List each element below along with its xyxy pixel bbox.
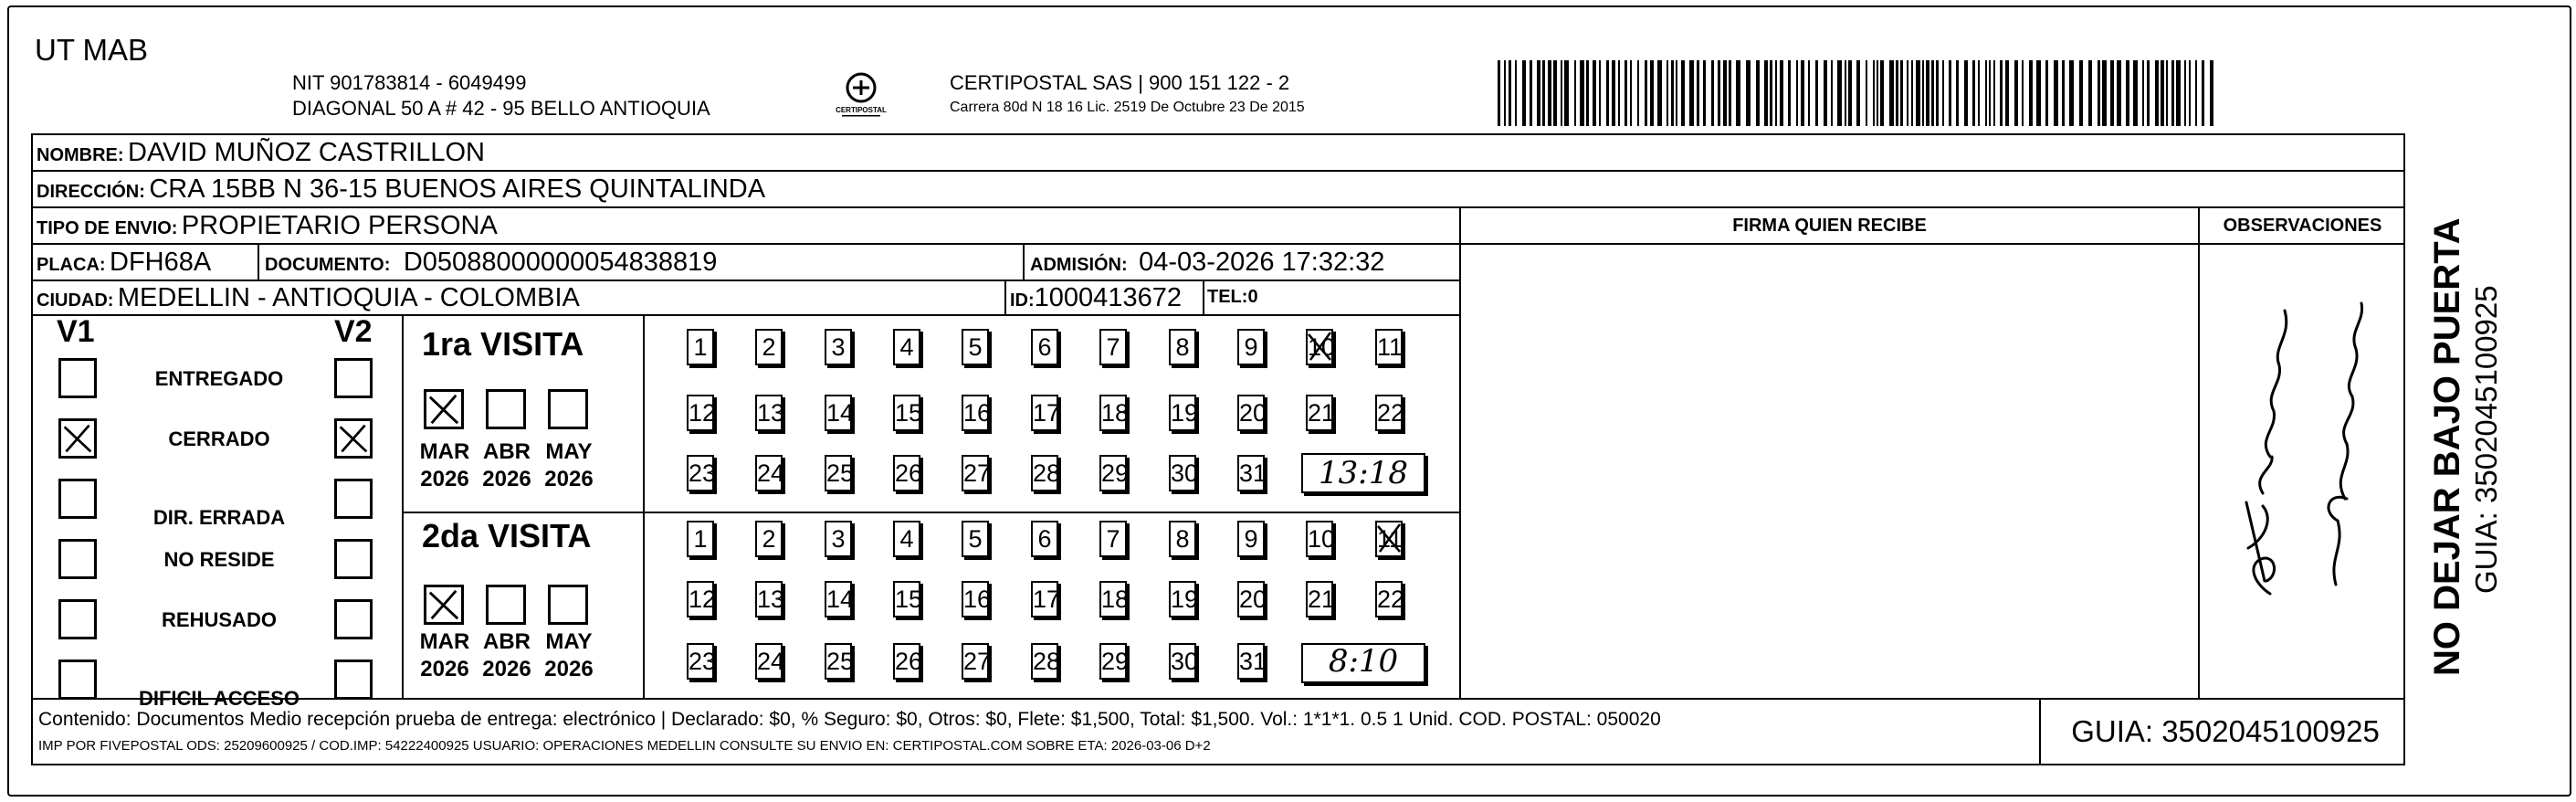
barcode-bar bbox=[1866, 60, 1867, 126]
month-label: MAR bbox=[419, 439, 470, 464]
nombre-label: NOMBRE: bbox=[37, 145, 124, 165]
barcode-bar bbox=[1697, 60, 1699, 126]
day-box[interactable]: 12 bbox=[687, 581, 714, 617]
barcode-bar bbox=[2045, 60, 2048, 126]
barcode-bar bbox=[1542, 60, 1545, 126]
day-box[interactable]: 12 bbox=[687, 395, 714, 431]
day-box[interactable]: 11 bbox=[1375, 329, 1403, 365]
barcode-bar bbox=[1593, 60, 1596, 126]
tipo-value: PROPIETARIO PERSONA bbox=[181, 211, 498, 240]
barcode-bar bbox=[2147, 60, 2150, 126]
barcode-bar bbox=[1775, 60, 1777, 126]
barcode-bar bbox=[1564, 60, 1569, 126]
v2-checkbox[interactable] bbox=[334, 599, 373, 639]
footer-guia: GUIA: 3502045100925 bbox=[2071, 714, 2380, 748]
ciudad-value: MEDELLIN - ANTIOQUIA - COLOMBIA bbox=[117, 283, 580, 312]
day-box[interactable]: 27 bbox=[962, 643, 989, 680]
barcode-bar bbox=[1553, 60, 1557, 126]
documento-field bbox=[265, 248, 717, 278]
barcode-bar bbox=[1978, 60, 1980, 126]
barcode-bar bbox=[1537, 60, 1540, 126]
barcode-bar bbox=[2014, 60, 2018, 126]
day-box[interactable]: 22 bbox=[1375, 395, 1403, 431]
barcode-bar bbox=[2126, 60, 2129, 126]
v1-checkbox[interactable] bbox=[58, 599, 97, 639]
status-label: DIFICIL ACCESO bbox=[138, 687, 300, 710]
barcode-bar bbox=[2079, 60, 2083, 126]
barcode-bar bbox=[2166, 60, 2168, 126]
barcode-bar bbox=[1574, 60, 1576, 126]
day-box[interactable]: 9 bbox=[1237, 521, 1265, 557]
day-box[interactable]: 17 bbox=[1031, 581, 1058, 617]
day-box[interactable]: 13 bbox=[755, 581, 783, 617]
status-label: ENTREGADO bbox=[154, 367, 284, 390]
barcode-bar bbox=[1764, 60, 1768, 126]
day-box[interactable]: 8 bbox=[1169, 521, 1196, 557]
nombre-row bbox=[37, 138, 485, 168]
barcode-bar bbox=[2210, 60, 2213, 126]
day-box[interactable]: 31 bbox=[1237, 455, 1265, 491]
tel-value: 0 bbox=[1247, 287, 1258, 307]
day-box[interactable]: 5 bbox=[962, 521, 989, 557]
barcode-bar bbox=[1837, 60, 1842, 126]
documento-label: DOCUMENTO: bbox=[265, 255, 391, 275]
month-label: MAR bbox=[419, 629, 470, 654]
v1-checkbox[interactable] bbox=[58, 479, 97, 519]
day-box[interactable]: 25 bbox=[825, 643, 852, 680]
month-checkbox-mar[interactable] bbox=[424, 585, 464, 625]
barcode-bar bbox=[1676, 60, 1677, 126]
month-checkbox-may[interactable] bbox=[548, 585, 588, 625]
admision-field bbox=[1030, 248, 1384, 278]
tel-label: TEL: bbox=[1207, 287, 1248, 307]
year-label: 2026 bbox=[482, 467, 531, 491]
month-label: ABR bbox=[483, 439, 531, 464]
day-box[interactable]: 18 bbox=[1099, 395, 1127, 431]
barcode-bar bbox=[1936, 60, 1939, 126]
barcode-bar bbox=[1931, 60, 1934, 126]
barcode-bar bbox=[1964, 60, 1968, 126]
svg-text:CERTIPOSTAL: CERTIPOSTAL bbox=[836, 106, 887, 114]
day-box[interactable]: 24 bbox=[755, 455, 783, 491]
day-box[interactable]: 3 bbox=[825, 329, 852, 365]
visit1-time: 13:18 bbox=[1319, 455, 1408, 491]
day-box[interactable]: 3 bbox=[825, 521, 852, 557]
direccion-row bbox=[37, 174, 765, 205]
barcode-bar bbox=[1815, 60, 1818, 126]
barcode-bar bbox=[2036, 60, 2041, 126]
v2-checkbox[interactable] bbox=[334, 539, 373, 579]
day-box[interactable]: 5 bbox=[962, 329, 989, 365]
firma-header: FIRMA QUIEN RECIBE bbox=[1732, 216, 1927, 236]
year-label: 2026 bbox=[420, 467, 469, 491]
day-box[interactable]: 26 bbox=[893, 643, 920, 680]
barcode-bar bbox=[1580, 60, 1584, 126]
day-box[interactable]: 2 bbox=[755, 329, 783, 365]
barcode-bar bbox=[1667, 60, 1668, 126]
barcode-bar bbox=[2184, 60, 2186, 126]
day-box[interactable]: 6 bbox=[1031, 521, 1058, 557]
barcode-bar bbox=[1780, 60, 1783, 126]
id-field bbox=[1010, 283, 1182, 313]
v1-checkbox[interactable] bbox=[58, 539, 97, 579]
v1-checkbox[interactable] bbox=[58, 418, 97, 459]
barcode-bar bbox=[2005, 60, 2009, 126]
barcode-bar bbox=[1907, 60, 1908, 126]
barcode-bar bbox=[1630, 60, 1632, 126]
barcode-bar bbox=[1637, 60, 1639, 126]
barcode-bar bbox=[1916, 60, 1920, 126]
day-box[interactable]: 9 bbox=[1237, 329, 1265, 365]
barcode-bar bbox=[1801, 60, 1804, 126]
status-label: NO RESIDE bbox=[163, 548, 275, 571]
v2-checkbox[interactable] bbox=[334, 418, 373, 459]
day-box[interactable]: 1 bbox=[687, 521, 714, 557]
v2-header: V2 bbox=[334, 314, 373, 349]
barcode-bar bbox=[1989, 60, 1991, 126]
no-dejar-bajo-puerta: NO DEJAR BAJO PUERTA bbox=[2427, 217, 2467, 676]
barcode-bar bbox=[1561, 60, 1562, 126]
day-box[interactable]: 19 bbox=[1169, 395, 1196, 431]
company-address: DIAGONAL 50 A # 42 - 95 BELLO ANTIOQUIA bbox=[292, 97, 710, 120]
barcode-bar bbox=[1848, 60, 1852, 126]
direccion-label: DIRECCIÓN: bbox=[37, 182, 145, 202]
carrier-name: CERTIPOSTAL SAS | 900 151 122 - 2 bbox=[950, 71, 1290, 94]
day-box[interactable]: 4 bbox=[893, 521, 920, 557]
year-label: 2026 bbox=[420, 657, 469, 681]
day-box[interactable]: 31 bbox=[1237, 643, 1265, 680]
barcode-bar bbox=[1681, 60, 1685, 126]
barcode-bar bbox=[1586, 60, 1589, 126]
barcode-bar bbox=[2102, 60, 2107, 126]
barcode-bar bbox=[1911, 60, 1913, 126]
barcode-bar bbox=[1756, 60, 1760, 126]
v2-checkbox[interactable] bbox=[334, 358, 373, 398]
day-box[interactable]: 7 bbox=[1099, 521, 1127, 557]
barcode-bar bbox=[1845, 60, 1846, 126]
barcode-bar bbox=[1896, 60, 1898, 126]
day-box[interactable]: 20 bbox=[1237, 581, 1265, 617]
tipo-row bbox=[37, 211, 498, 241]
barcode-bar bbox=[2022, 60, 2024, 126]
day-box[interactable]: 14 bbox=[825, 395, 852, 431]
barcode-bar bbox=[1736, 60, 1740, 126]
day-box[interactable]: 15 bbox=[893, 581, 920, 617]
placa-label: PLACA: bbox=[37, 255, 106, 275]
admision-value: 04-03-2026 17:32:32 bbox=[1139, 248, 1385, 277]
day-box[interactable]: 21 bbox=[1306, 581, 1333, 617]
tel-field bbox=[1207, 287, 1258, 308]
year-label: 2026 bbox=[544, 467, 594, 491]
barcode-bar bbox=[1650, 60, 1654, 126]
day-box[interactable]: 2 bbox=[755, 521, 783, 557]
barcode-bar bbox=[2171, 60, 2174, 126]
barcode-bar bbox=[1548, 60, 1551, 126]
footer-content: Contenido: Documentos Medio recepción prueba de entrega: electrónico | Declarado: $0, % Seguro: $0, Otros: $0, Flete: $1,500, Total: $1,500. Vol.: 1*1*1. 0.5 1 Unid. COD. POSTAL: 050020 bbox=[38, 709, 1661, 730]
month-label: MAY bbox=[545, 439, 593, 464]
barcode-bar bbox=[1956, 60, 1959, 126]
barcode-bar bbox=[1880, 60, 1884, 126]
barcode-bar bbox=[1922, 60, 1924, 126]
day-box[interactable]: 19 bbox=[1169, 581, 1196, 617]
month-label: MAY bbox=[545, 629, 593, 654]
observation-handwriting bbox=[2219, 274, 2392, 621]
barcode-bar bbox=[2110, 60, 2114, 126]
barcode-bar bbox=[1949, 60, 1951, 126]
barcode-bar bbox=[1729, 60, 1731, 126]
barcode-bar bbox=[1624, 60, 1627, 126]
day-box[interactable]: 7 bbox=[1099, 329, 1127, 365]
day-box[interactable]: 16 bbox=[962, 395, 989, 431]
tipo-label: TIPO DE ENVIO: bbox=[37, 218, 178, 238]
barcode-bar bbox=[1985, 60, 1987, 126]
day-box[interactable]: 15 bbox=[893, 395, 920, 431]
barcode-bar bbox=[2069, 60, 2074, 126]
v1-checkbox[interactable] bbox=[58, 358, 97, 398]
barcode-bar bbox=[1515, 60, 1517, 126]
barcode-bar bbox=[2088, 60, 2092, 126]
barcode-bar bbox=[2161, 60, 2164, 126]
ciudad-label: CIUDAD: bbox=[37, 290, 114, 311]
barcode-bar bbox=[2062, 60, 2065, 126]
barcode-bar bbox=[1522, 60, 1526, 126]
barcode-bar bbox=[2098, 60, 2100, 126]
company-name: UT MAB bbox=[35, 33, 149, 67]
day-box[interactable]: 6 bbox=[1031, 329, 1058, 365]
month-checkbox-mar[interactable] bbox=[424, 389, 464, 429]
v2-checkbox[interactable] bbox=[334, 660, 373, 700]
day-box[interactable]: 29 bbox=[1099, 643, 1127, 680]
barcode-bar bbox=[1900, 60, 1903, 126]
barcode-bar bbox=[1723, 60, 1727, 126]
day-box[interactable]: 28 bbox=[1031, 455, 1058, 491]
barcode-bar bbox=[1808, 60, 1810, 126]
day-box[interactable]: 28 bbox=[1031, 643, 1058, 680]
day-box[interactable]: 14 bbox=[825, 581, 852, 617]
placa-field bbox=[37, 248, 211, 278]
barcode-bar bbox=[1645, 60, 1647, 126]
day-box[interactable]: 21 bbox=[1306, 395, 1333, 431]
barcode-bar bbox=[1877, 60, 1878, 126]
barcode-bar bbox=[1889, 60, 1894, 126]
day-box[interactable]: 8 bbox=[1169, 329, 1196, 365]
barcode-bar bbox=[1770, 60, 1772, 126]
day-box[interactable]: 11 bbox=[1375, 521, 1403, 557]
year-label: 2026 bbox=[482, 657, 531, 681]
nombre-value: DAVID MUÑOZ CASTRILLON bbox=[128, 138, 486, 167]
visit2-title: 2da VISITA bbox=[422, 517, 592, 554]
day-box[interactable]: 10 bbox=[1306, 329, 1333, 365]
admision-label: ADMISIÓN: bbox=[1030, 255, 1128, 275]
day-box[interactable]: 1 bbox=[687, 329, 714, 365]
barcode-bar bbox=[2000, 60, 2003, 126]
ciudad-field bbox=[37, 283, 580, 313]
barcode-bar bbox=[1606, 60, 1609, 126]
day-box[interactable]: 26 bbox=[893, 455, 920, 491]
status-label: DIR. ERRADA bbox=[152, 506, 286, 529]
certipostal-logo bbox=[833, 69, 889, 119]
status-label: REHUSADO bbox=[162, 608, 277, 631]
barcode-bar bbox=[2142, 60, 2144, 126]
visit2-time: 8:10 bbox=[1328, 643, 1399, 680]
day-box[interactable]: 23 bbox=[687, 643, 714, 680]
day-box[interactable]: 23 bbox=[687, 455, 714, 491]
v1-checkbox[interactable] bbox=[58, 660, 97, 700]
day-box[interactable]: 13 bbox=[755, 395, 783, 431]
side-guia: GUIA: 3502045100925 bbox=[2469, 285, 2503, 594]
direccion-value: CRA 15BB N 36-15 BUENOS AIRES QUINTALINDA bbox=[149, 174, 766, 204]
observaciones-header: OBSERVACIONES bbox=[2223, 216, 2382, 236]
barcode-bar bbox=[1671, 60, 1674, 126]
barcode-bar bbox=[1498, 60, 1500, 126]
year-label: 2026 bbox=[544, 657, 594, 681]
barcode-bar bbox=[1504, 60, 1506, 126]
footer-print-info: IMP POR FIVEPOSTAL ODS: 25209600925 / COD.IMP: 54222400925 USUARIO: OPERACIONES MEDELLIN CONSULTE SU ENVIO EN: CERTIPOSTAL.COM SOBRE ETA: 2026-03-06 D+2 bbox=[38, 738, 1211, 754]
barcode-bar bbox=[2189, 60, 2191, 126]
day-box[interactable]: 22 bbox=[1375, 581, 1403, 617]
day-box[interactable]: 10 bbox=[1306, 521, 1333, 557]
barcode-bar bbox=[2195, 60, 2197, 126]
month-checkbox-abr[interactable] bbox=[486, 585, 526, 625]
documento-value: D05088000000054838819 bbox=[403, 248, 718, 277]
barcode-bar bbox=[1703, 60, 1706, 126]
month-checkbox-may[interactable] bbox=[548, 389, 588, 429]
day-box[interactable]: 29 bbox=[1099, 455, 1127, 491]
status-label: CERRADO bbox=[168, 427, 270, 450]
barcode-bar bbox=[2054, 60, 2058, 126]
day-box[interactable]: 30 bbox=[1169, 455, 1196, 491]
day-box[interactable]: 25 bbox=[825, 455, 852, 491]
barcode-bar bbox=[1856, 60, 1860, 126]
v1-header: V1 bbox=[57, 314, 95, 349]
barcode-bar bbox=[1618, 60, 1620, 126]
day-box[interactable]: 24 bbox=[755, 643, 783, 680]
barcode-bar bbox=[1942, 60, 1944, 126]
month-checkbox-abr[interactable] bbox=[486, 389, 526, 429]
barcode-bar bbox=[1718, 60, 1720, 126]
barcode-bar bbox=[1796, 60, 1798, 126]
company-nit: NIT 901783814 - 6049499 bbox=[292, 71, 527, 94]
day-box[interactable]: 30 bbox=[1169, 643, 1196, 680]
barcode-bar bbox=[2117, 60, 2121, 126]
barcode-bar bbox=[1509, 60, 1511, 126]
day-box[interactable]: 4 bbox=[893, 329, 920, 365]
id-value: 1000413672 bbox=[1034, 283, 1182, 312]
barcode-bar bbox=[1599, 60, 1601, 126]
day-box[interactable]: 20 bbox=[1237, 395, 1265, 431]
barcode-bar bbox=[1612, 60, 1615, 126]
placa-value: DFH68A bbox=[110, 248, 212, 277]
day-box[interactable]: 17 bbox=[1031, 395, 1058, 431]
id-label: ID: bbox=[1010, 290, 1035, 311]
barcode-bar bbox=[1831, 60, 1833, 126]
barcode-bar bbox=[1873, 60, 1875, 126]
barcode-bar bbox=[1788, 60, 1791, 126]
barcode-bar bbox=[1993, 60, 1995, 126]
barcode-bar bbox=[2155, 60, 2159, 126]
month-label: ABR bbox=[483, 629, 531, 654]
barcode-bar bbox=[1926, 60, 1929, 126]
day-box[interactable]: 18 bbox=[1099, 581, 1127, 617]
carrier-license: Carrera 80d N 18 16 Lic. 2519 De Octubre 23 De 2015 bbox=[950, 100, 1305, 115]
barcode-bar bbox=[2133, 60, 2138, 126]
v2-checkbox[interactable] bbox=[334, 479, 373, 519]
barcode-bar bbox=[2202, 60, 2204, 126]
barcode-bar bbox=[1530, 60, 1532, 126]
barcode-bar bbox=[1657, 60, 1662, 126]
barcode-bar bbox=[1689, 60, 1694, 126]
barcode-bar bbox=[1746, 60, 1751, 126]
day-box[interactable]: 16 bbox=[962, 581, 989, 617]
day-box[interactable]: 27 bbox=[962, 455, 989, 491]
barcode-bar bbox=[1711, 60, 1714, 126]
visit1-title: 1ra VISITA bbox=[422, 325, 584, 363]
barcode-bar bbox=[1824, 60, 1827, 126]
barcode bbox=[1498, 60, 2219, 126]
barcode-bar bbox=[2176, 60, 2181, 126]
barcode-bar bbox=[1972, 60, 1975, 126]
barcode-bar bbox=[2029, 60, 2033, 126]
